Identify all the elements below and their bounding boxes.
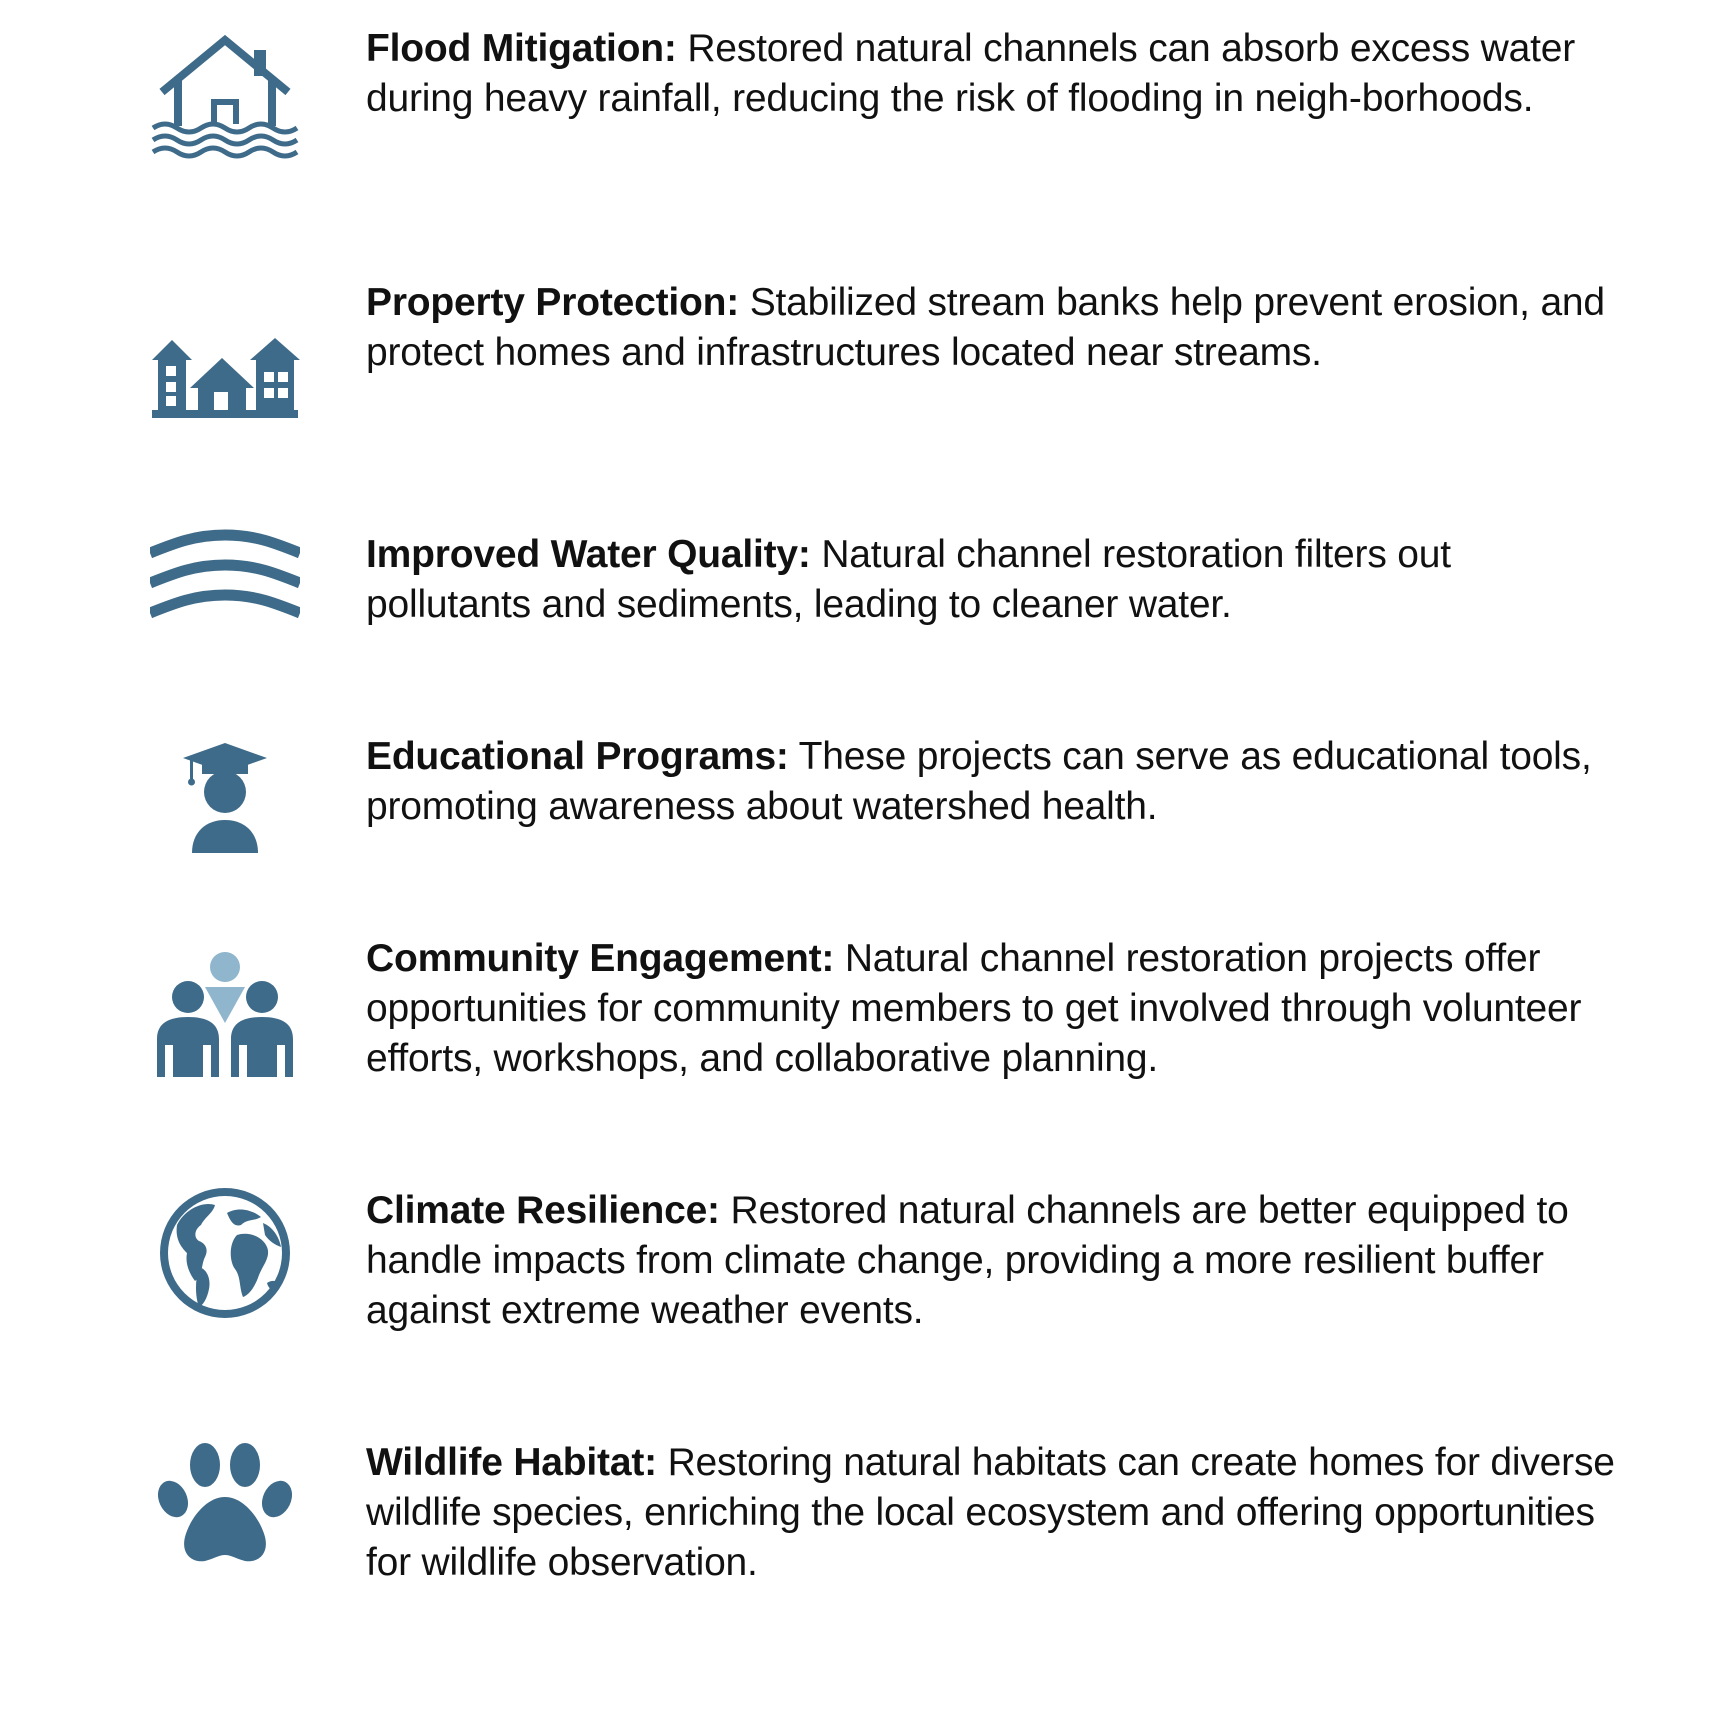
benefit-body: Natural channel restoration filters out pollutants and sediments, leading to cleaner water. xyxy=(366,533,1451,626)
benefit-body: Natural channel restoration projects offer opportunities for community members to get involved through volunteer efforts, workshops, and collaborative planning. xyxy=(366,937,1582,1080)
benefit-text xyxy=(366,1186,1616,1336)
paw-icon xyxy=(150,1428,300,1578)
benefit-title: Climate Resilience: xyxy=(366,1189,720,1232)
benefit-text xyxy=(366,278,1616,378)
benefit-text xyxy=(366,732,1616,832)
benefit-body: Stabilized stream banks help prevent erosion, and protect homes and infrastructures located near streams. xyxy=(366,281,1605,374)
benefit-text xyxy=(366,934,1616,1084)
benefit-title: Community Engagement: xyxy=(366,937,835,980)
waves-icon xyxy=(150,505,300,655)
benefit-title: Flood Mitigation: xyxy=(366,27,677,70)
graduate-icon xyxy=(150,722,300,872)
benefit-title: Property Protection: xyxy=(366,281,740,324)
community-icon xyxy=(150,940,300,1090)
benefit-body: Restoring natural habitats can create homes for diverse wildlife species, enriching the local ecosystem and offering opportunities for wildlife observation. xyxy=(366,1441,1615,1584)
globe-icon xyxy=(150,1178,300,1328)
benefit-title: Educational Programs: xyxy=(366,735,789,778)
benefit-text xyxy=(366,1438,1616,1588)
benefit-text xyxy=(366,24,1616,124)
benefit-body: Restored natural channels are better equipped to handle impacts from climate change, providing a more resilient buffer against extreme weather events. xyxy=(366,1189,1569,1332)
benefit-title: Wildlife Habitat: xyxy=(366,1441,657,1484)
flood-house-icon xyxy=(150,20,300,170)
benefit-text xyxy=(366,530,1616,630)
benefit-title: Improved Water Quality: xyxy=(366,533,811,576)
houses-icon xyxy=(150,300,300,450)
benefit-body: Restored natural channels can absorb excess water during heavy rainfall, reducing the risk of flooding in neigh-borhoods. xyxy=(366,27,1576,120)
benefit-body: These projects can serve as educational tools, promoting awareness about watershed health. xyxy=(366,735,1592,828)
